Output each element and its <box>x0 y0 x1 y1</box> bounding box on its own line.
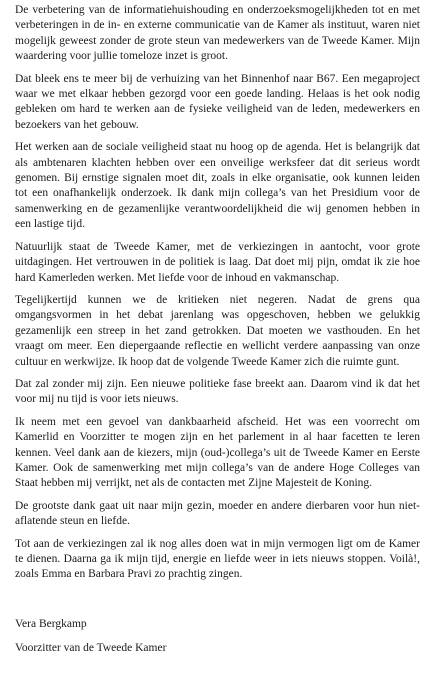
paragraph-sociale-veiligheid: Het werken aan de sociale veiligheid staat nu hoog op de agenda. Het is belangrijk dat als ambtenaren klachten hebben over een onveilige werksfeer dat dit serieus wordt genomen. Bij ernstige signalen moet dit, zoals in elke organisatie, ook kunnen leiden tot een onafhankelijk onderzoek. Ik dank mijn collega’s van het Presidium voor de samenwerking en de gezamenlijke verantwoordelijkheid die wij genomen hebben in een lastige tijd. <box>15 141 420 231</box>
paragraph-slot: Tot aan de verkiezingen zal ik nog alles doen wat in mijn vermogen ligt om de Kamer te dienen. Daarna ga ik mijn tijd, energie en liefde weer in iets nieuws stoppen. Voilà!, zoals Emma en Barbara Pravi zo prachtig zingen. <box>15 537 420 581</box>
paragraph-nieuwe-fase: Dat zal zonder mij zijn. Een nieuwe politieke fase breekt aan. Daarom vind ik dat het voor mij nu tijd is voor iets nieuws. <box>15 377 420 406</box>
paragraph-dank-gezin: De grootste dank gaat uit naar mijn gezin, moeder en andere dierbaren voor hun niet-aflatende steun en liefde. <box>15 499 420 528</box>
paragraph-kritieken: Tegelijkertijd kunnen we de kritieken niet negeren. Nadat de grens qua omgangsvormen in het debat jarenlang was opgeschoven, hebben we gelukkig gezamenlijk een streep in het zand getrokken. Dat moeten we vasthouden. En het vraagt om meer. Een diepergaande reflectie en wellicht verdere aanpassing van onze cultuur en werkwijze. Ik hoop dat de volgende Tweede Kamer zich die ruimte gunt. <box>15 293 420 368</box>
signature-title: Voorzitter van de Tweede Kamer <box>15 642 167 655</box>
paragraph-informatiehuishouding: De verbetering van de informatiehuishouding en onderzoeksmogelijkheden tot en met verbeteringen in de in- en externe communicatie van de Kamer als instituut, waren niet mogelijk geweest zonder de grote steun van medewerkers van de Tweede Kamer. Mijn waardering voor jullie tomeloze inzet is groot. <box>15 4 420 63</box>
paragraph-verhuizing: Dat bleek ens te meer bij de verhuizing van het Binnenhof naar B67. Een megaproject waar we met elkaar hebben gezorgd voor een goede landing. Helaas is het ook nodig gebleken om hard te werken aan de fysieke veiligheid van de leden, medewerkers en bezoekers van het gebouw. <box>15 72 420 131</box>
paragraph-uitdagingen: Natuurlijk staat de Tweede Kamer, met de verkiezingen in aantocht, voor grote uitdagingen. Het vertrouwen in de politiek is laag. Dat doet mij pijn, omdat ik zie hoe hard Kamerleden werken. Met liefde voor de inhoud en vakmanschap. <box>15 240 420 284</box>
signature-name: Vera Bergkamp <box>15 617 87 630</box>
paragraph-afscheid: Ik neem met een gevoel van dankbaarheid afscheid. Het was een voorrecht om Kamerlid en Voorzitter te mogen zijn en het parlement in al haar facetten te leren kennen. Veel dank aan de kiezers, mijn (oud-)collega’s uit de Tweede Kamer en Eerste Kamer. Ook de samenwerking met mijn collega’s van de andere Hoge Colleges van Staat hebben mij verrijkt, net als de contacten met Zijne Majesteit de Koning. <box>15 415 420 490</box>
letter-body <box>15 3 420 583</box>
